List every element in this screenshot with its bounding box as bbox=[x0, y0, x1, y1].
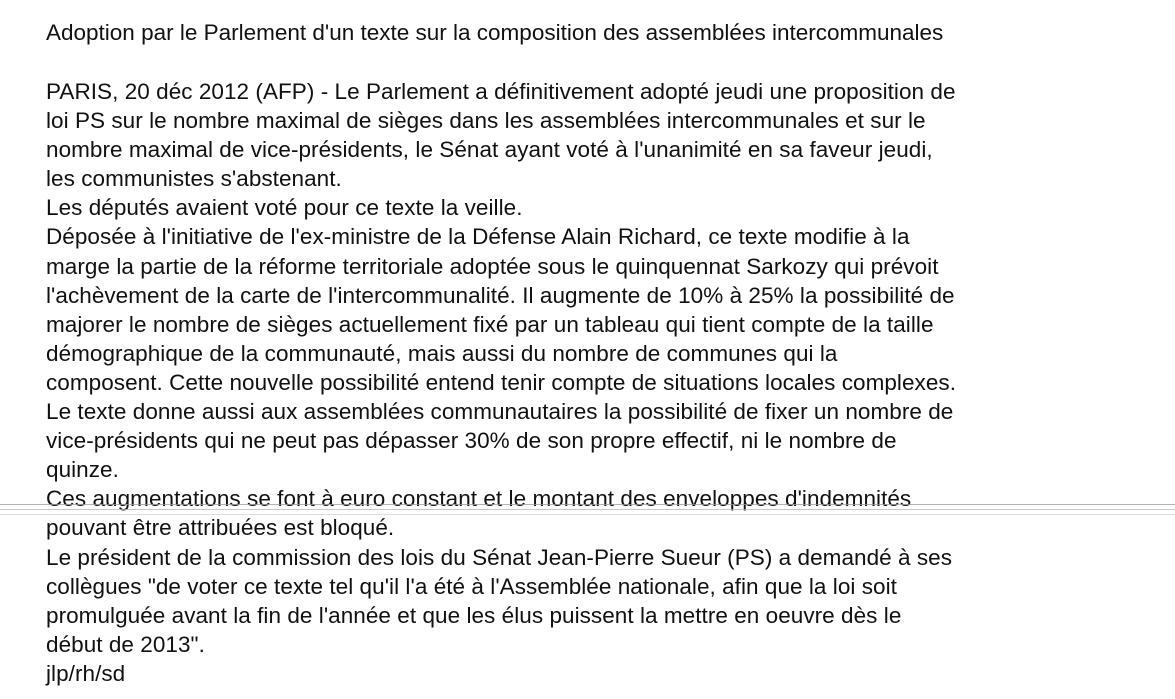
body-line: composent. Cette nouvelle possibilité entend tenir compte de situations locales complexes. bbox=[46, 369, 957, 395]
body-line: marge la partie de la réforme territoriale adoptée sous le quinquennat Sarkozy qui prévoit bbox=[46, 253, 939, 279]
body-line: Les députés avaient voté pour ce texte la veille. bbox=[46, 195, 523, 221]
body-line: majorer le nombre de sièges actuellement fixé par un tableau qui tient compte de la taille bbox=[46, 311, 934, 337]
scan-fold-line bbox=[0, 514, 1175, 515]
body-line: début de 2013". bbox=[46, 631, 205, 657]
body-line: les communistes s'abstenant. bbox=[46, 166, 342, 192]
body-line: Déposée à l'initiative de l'ex-ministre de la Défense Alain Richard, ce texte modifie à la bbox=[46, 224, 910, 250]
body-line: Ces augmentations se font à euro constant et le montant des enveloppes d'indemnités bbox=[46, 486, 912, 512]
agency-signature: jlp/rh/sd bbox=[46, 660, 126, 686]
body-line: promulguée avant la fin de l'année et que les élus puissent la mettre en oeuvre dès le bbox=[46, 602, 902, 628]
body-line: l'achèvement de la carte de l'intercommunalité. Il augmente de 10% à 25% la possibilité de bbox=[46, 282, 955, 308]
body-line: Le texte donne aussi aux assemblées communautaires la possibilité de fixer un nombre de bbox=[46, 399, 954, 425]
body-line: Le président de la commission des lois du Sénat Jean-Pierre Sueur (PS) a demandé à ses bbox=[46, 544, 953, 570]
body-line: loi PS sur le nombre maximal de sièges dans les assemblées intercommunales et sur le bbox=[46, 108, 926, 134]
scan-fold-line bbox=[0, 509, 1175, 510]
body-line: quinze. bbox=[46, 457, 119, 483]
article-body bbox=[46, 77, 1166, 688]
body-line: pouvant être attribuées est bloqué. bbox=[46, 515, 395, 541]
body-line: vice-présidents qui ne peut pas dépasser 30% de son propre effectif, ni le nombre de bbox=[46, 428, 897, 454]
body-line: PARIS, 20 déc 2012 (AFP) - Le Parlement a définitivement adopté jeudi une proposition de bbox=[46, 79, 956, 104]
body-line: nombre maximal de vice-présidents, le Sénat ayant voté à l'unanimité en sa faveur jeudi, bbox=[46, 137, 933, 163]
scan-fold-line bbox=[0, 504, 1175, 505]
article-headline: Adoption par le Parlement d'un texte sur la composition des assemblées intercommunales bbox=[46, 20, 944, 45]
body-line: collègues "de voter ce texte tel qu'il l'a été à l'Assemblée nationale, afin que la loi soit bbox=[46, 573, 897, 599]
body-line: démographique de la communauté, mais aussi du nombre de communes qui la bbox=[46, 340, 838, 366]
